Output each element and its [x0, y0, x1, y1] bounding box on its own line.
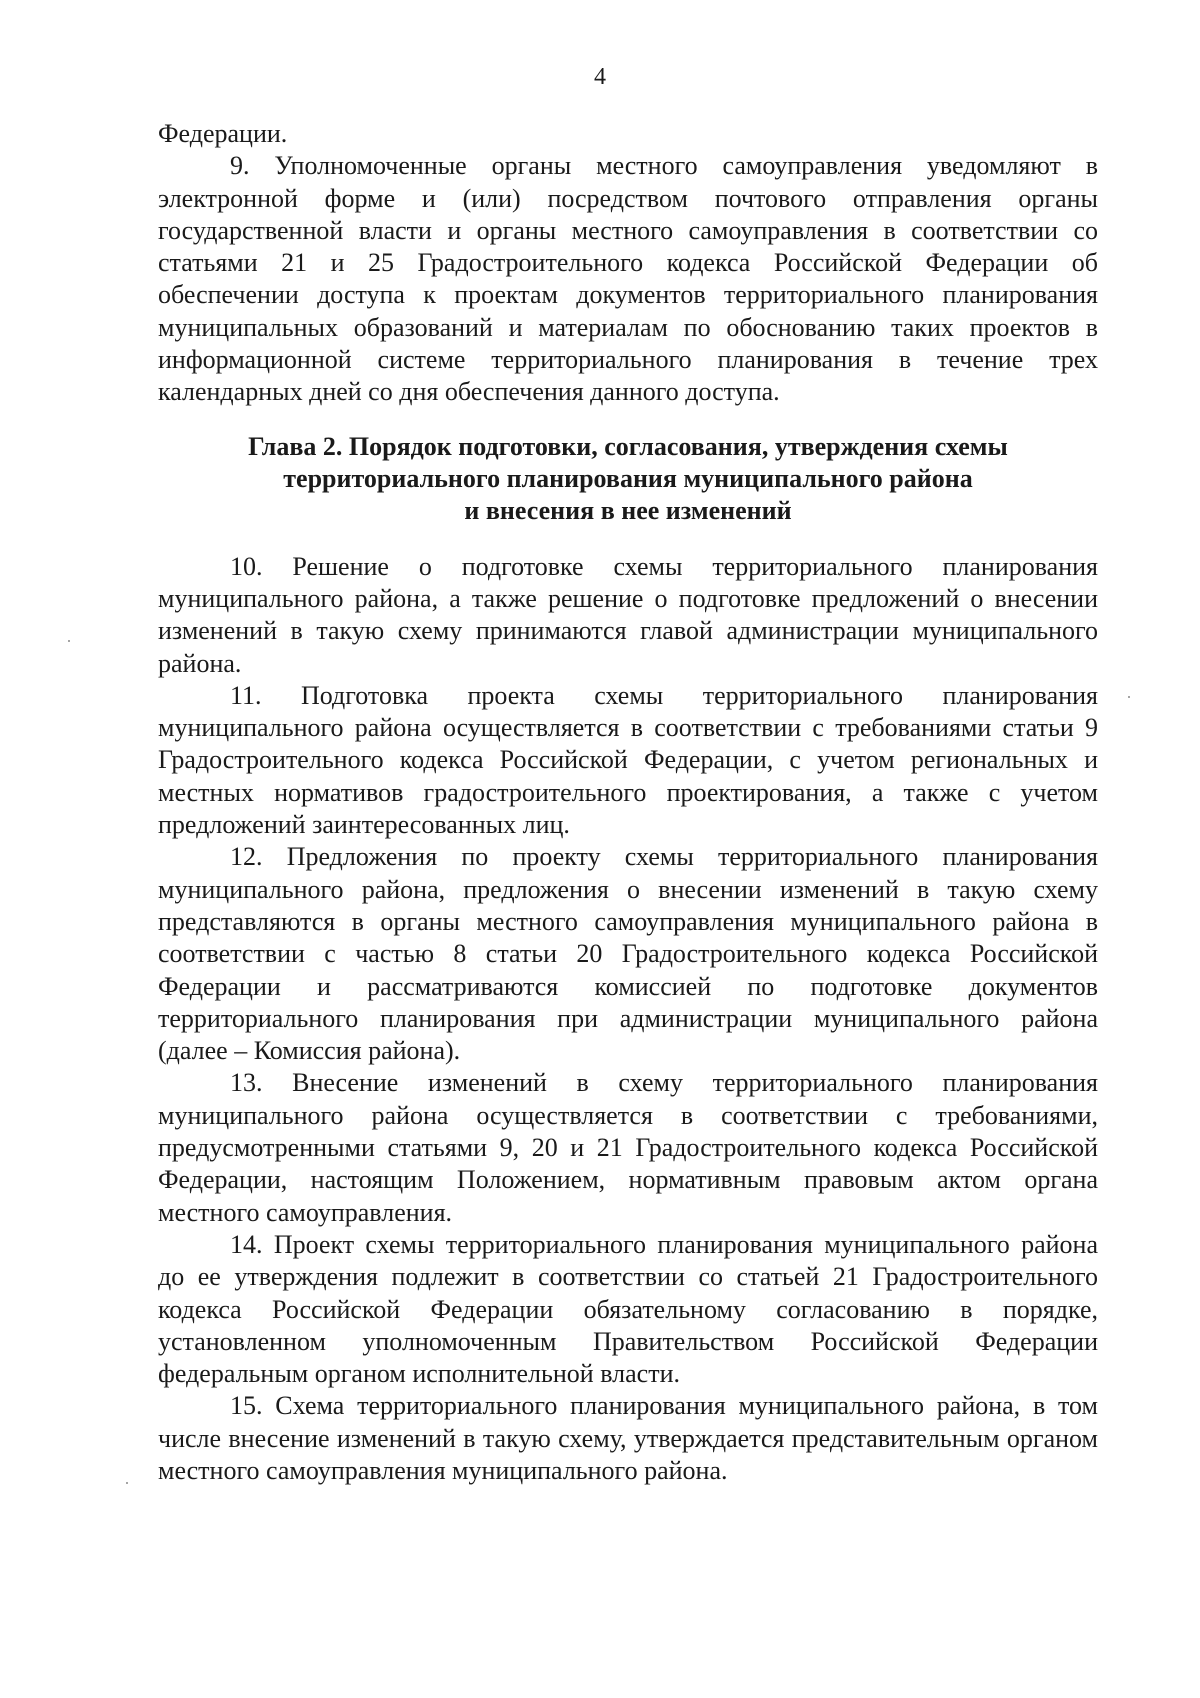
- scan-speck: [126, 1482, 128, 1484]
- paragraph-15: 15. Схема территориального планирования муниципального района, в том числе внесение изменений в такую схему, утверждается представительным органом местного самоуправления муниципального района.: [158, 1391, 1098, 1485]
- paragraph-14: 14. Проект схемы территориального планирования муниципального района до ее утверждения подлежит в соответствии со статьей 21 Градостроительного кодекса Российской Федерации обязательному согласованию в порядке, установленном уполномоченным Правительством Российской Федерации федеральным органом исполнительной власти.: [158, 1229, 1098, 1389]
- chapter-heading-line-2: территориального планирования муниципального района: [283, 463, 973, 493]
- paragraph-10: 10. Решение о подготовке схемы территориального планирования муниципального района, а также решение о подготовке предложений о внесении изменений в такую схему принимаются главой администрации муниципального района.: [158, 551, 1098, 678]
- chapter-heading: [158, 431, 1098, 527]
- paragraph-9: 9. Уполномоченные органы местного самоуправления уведомляют в электронной форме и (или) посредством почтового отправления органы государственной власти и органы местного самоуправления в соответствии со статьями 21 и 25 Градостроительного кодекса Российской Федерации об обеспечении доступа к проектам документов территориального планирования муниципальных образований и материалам по обоснованию таких проектов в информационной системе территориального планирования в течение трех календарных дней со дня обеспечения данного доступа.: [158, 151, 1098, 407]
- scan-speck: [68, 640, 70, 642]
- paragraph-13: 13. Внесение изменений в схему территориального планирования муниципального района осуществляется в соответствии с требованиями, предусмотренными статьями 9, 20 и 21 Градостроительного кодекса Российской Федерации, настоящим Положением, нормативным правовым актом органа местного самоуправления.: [158, 1068, 1098, 1227]
- paragraph-11: 11. Подготовка проекта схемы территориального планирования муниципального района осуществляется в соответствии с требованиями статьи 9 Градостроительного кодекса Российской Федерации, с учетом региональных и местных нормативов градостроительного проектирования, а также с учетом предложений заинтересованных лиц.: [158, 680, 1098, 840]
- paragraph-12: 12. Предложения по проекту схемы территориального планирования муниципального района, предложения о внесении изменений в такую схему представляются в органы местного самоуправления муниципального района в соответствии с частью 8 статьи 20 Градостроительного кодекса Российской Федерации и рассматриваются комиссией по подготовке документов территориального планирования при администрации муниципального района (далее – Комиссия района).: [158, 842, 1098, 1066]
- document-body: [158, 118, 1098, 1487]
- paragraph-continuation: Федерации.: [158, 119, 288, 148]
- chapter-heading-line-1: Глава 2. Порядок подготовки, согласования, утверждения схемы: [248, 431, 1008, 461]
- page-number: 4: [594, 64, 606, 90]
- scan-speck: [1128, 696, 1130, 698]
- chapter-heading-line-3: и внесения в нее изменений: [464, 495, 792, 525]
